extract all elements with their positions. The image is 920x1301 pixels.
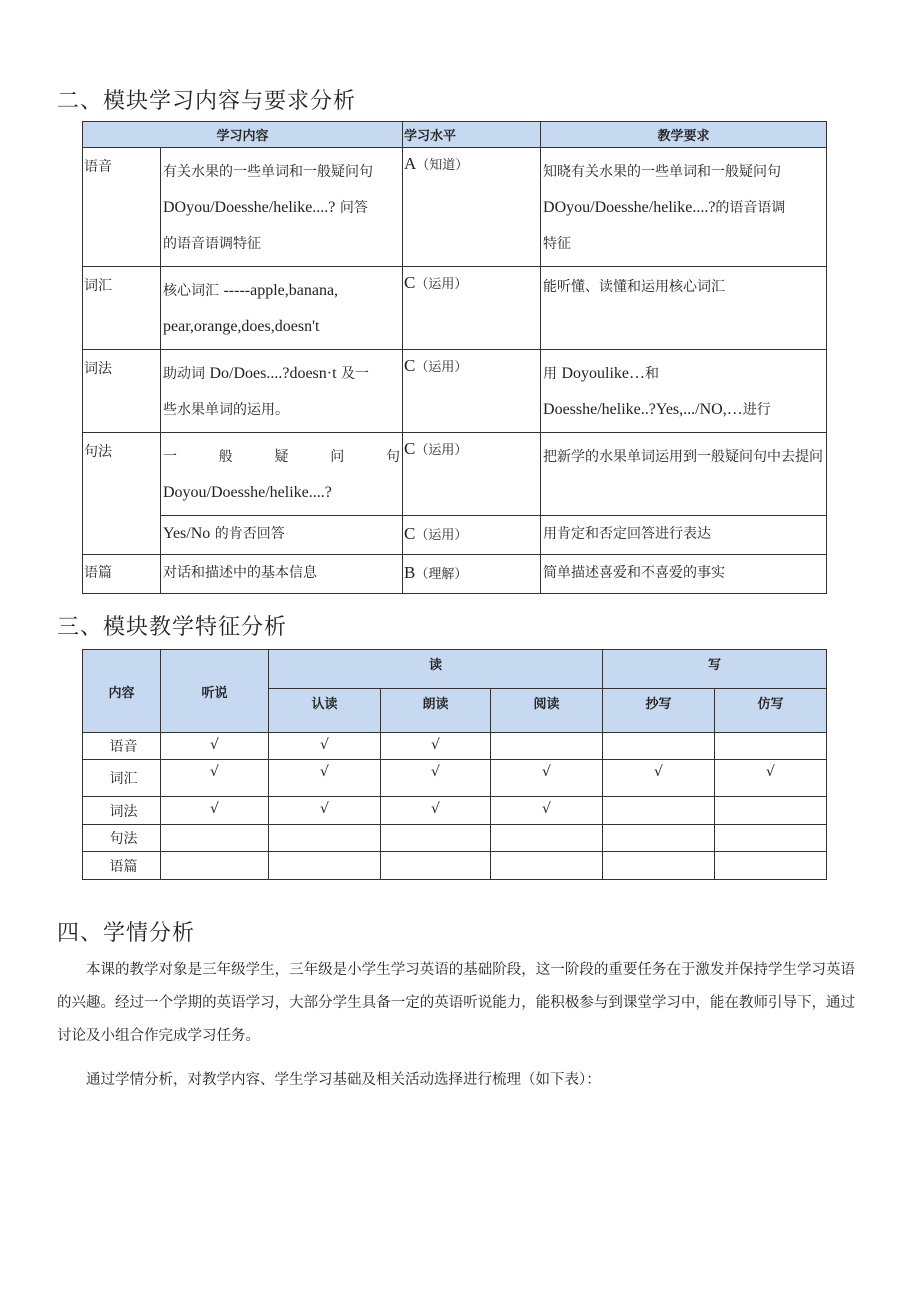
- level-cell: [403, 433, 541, 516]
- empty-cell: [491, 852, 603, 880]
- table-row: [83, 733, 827, 760]
- empty-cell: [603, 797, 715, 825]
- table-row: [83, 267, 827, 350]
- category-cell: 词汇: [83, 267, 161, 350]
- check-mark: √: [161, 760, 269, 797]
- check-mark: √: [161, 797, 269, 825]
- category-cell: 语音: [83, 148, 161, 267]
- empty-cell: [491, 825, 603, 852]
- teaching-features-table: [82, 649, 827, 880]
- empty-cell: [603, 852, 715, 880]
- level-letter: C: [404, 356, 416, 375]
- table-row: [83, 760, 827, 797]
- header-read: 读: [269, 650, 603, 689]
- table-row: [83, 516, 827, 555]
- empty-cell: [381, 825, 491, 852]
- empty-cell: [715, 797, 827, 825]
- header-imitate: 仿写: [715, 689, 827, 733]
- row-label: 句法: [83, 825, 161, 852]
- section4-heading: 四、学情分析: [57, 921, 196, 946]
- empty-cell: [715, 733, 827, 760]
- level-letter: C: [404, 524, 416, 543]
- empty-cell: [715, 825, 827, 852]
- check-mark: √: [269, 760, 381, 797]
- row-label: 词法: [83, 797, 161, 825]
- category-cell: 语篇: [83, 555, 161, 594]
- level-text: （运用）: [415, 360, 468, 375]
- header-recognize: 认读: [269, 689, 381, 733]
- content-cell: 一 般 疑 问 句 Doyou/Doesshe/helike....?: [161, 433, 403, 516]
- level-text: （运用）: [415, 528, 468, 543]
- header-copy: 抄写: [603, 689, 715, 733]
- table-row: [83, 350, 827, 433]
- level-cell: [403, 516, 541, 555]
- content-text: 对话和描述中的基本信息: [163, 565, 317, 581]
- check-mark: √: [491, 760, 603, 797]
- empty-cell: [161, 825, 269, 852]
- content-cell: 助动词 Do/Does....?doesn·t 及一 些水果单词的运用。: [161, 350, 403, 433]
- header-listen-speak: 听说: [161, 650, 269, 733]
- header-reading: 阅读: [491, 689, 603, 733]
- level-cell: [403, 267, 541, 350]
- header-learning-level: 学习水平: [403, 122, 541, 148]
- row-label: 语篇: [83, 852, 161, 880]
- level-cell: [403, 148, 541, 267]
- level-text: （知道）: [416, 158, 469, 173]
- table-row: [83, 433, 827, 516]
- level-letter: B: [404, 563, 416, 582]
- header-read-aloud: 朗读: [381, 689, 491, 733]
- summary-paragraph: 通过学情分析，对教学内容、学生学习基础及相关活动选择进行梳理（如下表）：: [86, 1072, 601, 1088]
- empty-cell: [603, 825, 715, 852]
- empty-cell: [269, 825, 381, 852]
- check-mark: √: [381, 760, 491, 797]
- check-mark: √: [381, 733, 491, 760]
- category-cell: 句法: [83, 433, 161, 555]
- header-learning-content: 学习内容: [83, 122, 403, 148]
- level-letter: A: [404, 154, 417, 173]
- level-letter: C: [404, 273, 416, 292]
- header-content: 内容: [83, 650, 161, 733]
- check-mark: √: [715, 760, 827, 797]
- content-cell: 核心词汇 -----apple,banana, pear,orange,does,doesn't: [161, 267, 403, 350]
- table-row: [83, 825, 827, 852]
- requirement-cell: [541, 267, 827, 350]
- header-teaching-requirement: 教学要求: [541, 122, 827, 148]
- empty-cell: [381, 852, 491, 880]
- empty-cell: [603, 733, 715, 760]
- requirement-text: 简单描述喜爱和不喜爱的事实: [543, 565, 726, 581]
- empty-cell: [161, 852, 269, 880]
- analysis-paragraph: 本课的教学对象是三年级学生，三年级是小学生学习英语的基础阶段，这一阶段的重要任务在于激发并保持学生学习英语的兴趣。经过一个学期的英语学习，大部分学生具备一定的英语听说能力，能积极参与到课堂学习中，能在教师引导下，通过讨论及小组合作完成学习任务。: [57, 962, 855, 1044]
- content-cell: Yes/No 的肯否回答: [161, 516, 403, 555]
- empty-cell: [269, 852, 381, 880]
- requirement-text: 能听懂、读懂和运用核心词汇: [543, 279, 726, 295]
- table-row: [83, 555, 827, 594]
- level-text: （运用）: [415, 277, 468, 292]
- level-cell: [403, 555, 541, 594]
- table-row: [83, 797, 827, 825]
- check-mark: √: [269, 797, 381, 825]
- check-mark: √: [381, 797, 491, 825]
- table-row: [83, 852, 827, 880]
- level-text: （理解）: [415, 567, 468, 582]
- check-mark: √: [161, 733, 269, 760]
- requirement-cell: [541, 555, 827, 594]
- section2-heading: 二、模块学习内容与要求分析: [57, 89, 357, 114]
- content-cell: 有关水果的一些单词和一般疑问句 DOyou/Doesshe/helike....? 问答 的语音语调特征: [161, 148, 403, 267]
- requirement-cell: [541, 433, 827, 516]
- check-mark: √: [603, 760, 715, 797]
- requirement-text: 用肯定和否定回答进行表达: [543, 526, 712, 542]
- check-mark: √: [491, 797, 603, 825]
- table-row: [83, 148, 827, 267]
- level-text: （运用）: [415, 443, 468, 458]
- empty-cell: [491, 733, 603, 760]
- requirement-cell: [541, 516, 827, 555]
- check-mark: √: [269, 733, 381, 760]
- content-cell: [161, 555, 403, 594]
- header-write: 写: [603, 650, 827, 689]
- section3-heading: 三、模块教学特征分析: [57, 615, 288, 640]
- row-label: 词汇: [83, 760, 161, 797]
- requirement-cell: 知晓有关水果的一些单词和一般疑问句 DOyou/Doesshe/helike....?的语音语调 特征: [541, 148, 827, 267]
- row-label: 语音: [83, 733, 161, 760]
- empty-cell: [715, 852, 827, 880]
- learning-content-table: [82, 121, 827, 594]
- requirement-cell: 用 Doyoulike…和 Doesshe/helike..?Yes,.../NO,…进行: [541, 350, 827, 433]
- requirement-text: 把新学的水果单词运用到一般疑问句中去提问: [543, 449, 824, 465]
- category-cell: 词法: [83, 350, 161, 433]
- level-letter: C: [404, 439, 416, 458]
- level-cell: [403, 350, 541, 433]
